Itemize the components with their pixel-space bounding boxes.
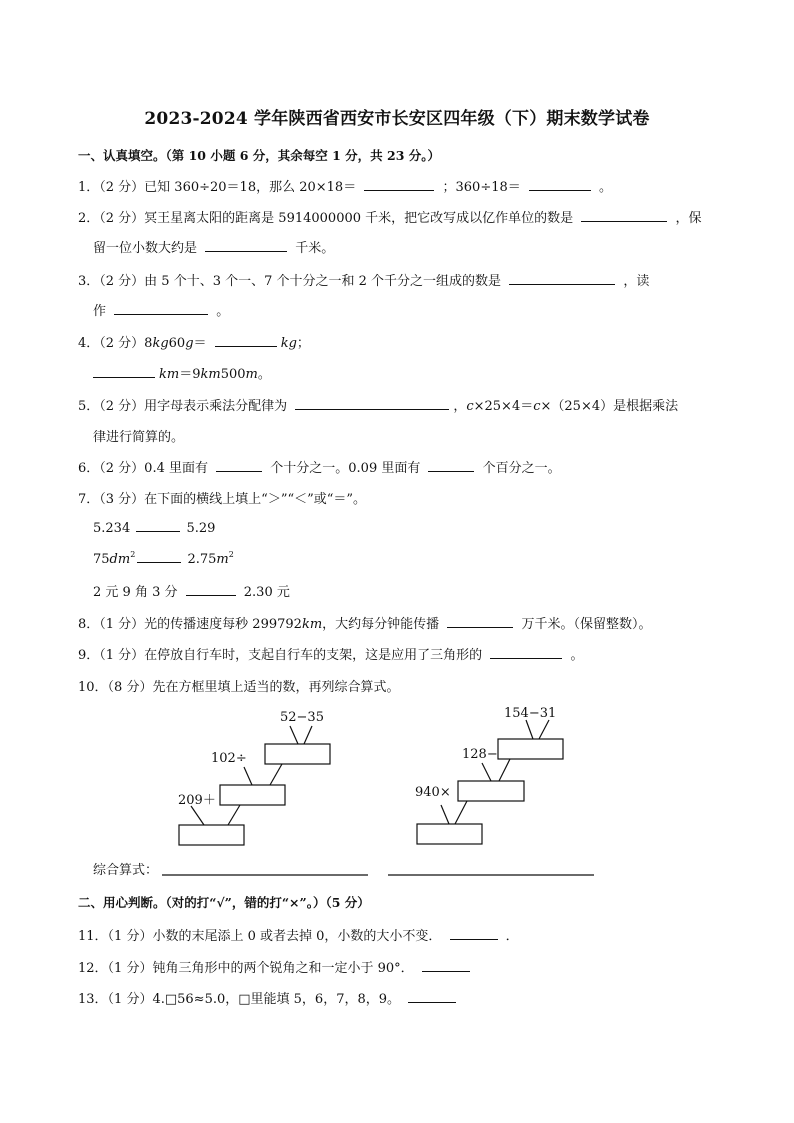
connector-line [441, 805, 449, 824]
compare-right: 5.29 [186, 521, 216, 536]
question-13-text: 13．（1 分）4.□56≈5.0，□里能填 5，6，7，8，9。 [78, 992, 401, 1007]
formula-label: 综合算式： [93, 863, 159, 878]
answer-blank[interactable] [136, 519, 180, 532]
compare-left: 5.234 [93, 521, 131, 536]
question-10-text: 10．（8 分）先在方框里填上适当的数，再列综合算式。 [78, 680, 400, 695]
answer-blank[interactable] [490, 646, 562, 659]
answer-blank[interactable] [114, 302, 208, 315]
connector-line [482, 763, 491, 781]
page-title: 2023-2024 学年陕西省西安市长安区四年级（下）期末数学试卷 [144, 109, 650, 129]
connector-line [539, 720, 549, 739]
expression-left-mid: 102÷ [211, 751, 247, 766]
answer-blank[interactable] [509, 272, 615, 285]
connector-line [228, 805, 240, 825]
question-3 [78, 270, 649, 289]
expression-right-top: 154−31 [504, 706, 557, 721]
answer-blank[interactable] [186, 583, 236, 596]
question-9-text: 9．（1 分）在停放自行车时，支起自行车的支架，这是应用了三角形的 [78, 648, 483, 663]
question-6-mid: 个十分之一。0.09 里面有 [270, 461, 421, 476]
question-1-end: 。 [599, 180, 613, 195]
expression-left-top: 52−35 [280, 710, 324, 725]
question-11-text: 11．（1 分）小数的末尾添上 0 或者去掉 0，小数的大小不变． [78, 929, 442, 944]
connector-line [304, 726, 312, 744]
question-4-text: 4．（2 分）8 [78, 336, 153, 351]
connector-line [526, 720, 533, 739]
exponent: 2 [130, 550, 136, 559]
question-5-text-end: ×（25×4）是根据乘法 [540, 399, 679, 414]
question-3-text-end: ，读 [623, 274, 650, 289]
answer-box-left-bottom[interactable] [179, 825, 244, 845]
answer-blank[interactable] [450, 927, 498, 940]
connector-line [290, 726, 298, 744]
answer-blank[interactable] [428, 459, 474, 472]
question-3-cont-end: 。 [216, 304, 230, 319]
unit-m: m [245, 367, 258, 382]
compare-left [93, 552, 135, 567]
answer-box-right-bottom[interactable] [417, 824, 482, 844]
question-11 [78, 925, 519, 944]
question-2-cont-end: 千米。 [295, 241, 335, 256]
question-8-text: 8．（1 分）光的传播速度每秒 299792 [78, 617, 302, 632]
question-7-row-3 [93, 581, 290, 600]
question-9 [78, 644, 583, 663]
compare-right [187, 552, 233, 567]
question-2-text: 2．（2 分）冥王星离太阳的距离是 5914000000 千米，把它改写成以亿作单位的数是 [78, 211, 574, 226]
answer-blank[interactable] [364, 178, 434, 191]
connector-line [455, 801, 467, 824]
question-8-mid: ，大约每分钟能传播 [322, 617, 440, 632]
expression-right-bottom: 940× [415, 785, 451, 800]
unit-km: km [200, 367, 221, 382]
unit-g: g [185, 336, 194, 351]
question-13 [78, 988, 460, 1007]
compare-left: 2 元 9 角 3 分 [93, 585, 178, 600]
calculation-diagram [0, 700, 794, 890]
variable-c: c [466, 399, 474, 414]
question-1 [78, 176, 612, 195]
section-heading-fill-in: 一、认真填空。（第 10 小题 6 分，其余每空 1 分，共 23 分。） [78, 148, 441, 163]
question-8-end: 万千米。（保留整数）。 [521, 617, 652, 632]
question-6-text: 6．（2 分）0.4 里面有 [78, 461, 208, 476]
question-4 [78, 332, 310, 351]
answer-box-right-top[interactable] [498, 739, 563, 759]
question-7-row-2 [93, 550, 234, 567]
question-6 [78, 457, 561, 476]
question-5-cont-text: 律进行简算的。 [93, 430, 185, 445]
semicolon: ； [296, 336, 310, 351]
answer-blank[interactable] [93, 365, 155, 378]
answer-blank[interactable] [447, 615, 513, 628]
answer-blank[interactable] [581, 209, 667, 222]
connector-line [270, 764, 282, 785]
question-7-text: 7．（3 分）在下面的横线上填上“＞”“＜”或“＝”。 [78, 492, 367, 507]
question-2-cont [93, 237, 334, 256]
question-3-cont [93, 300, 229, 319]
question-2-cont-text: 留一位小数大约是 [93, 241, 198, 256]
question-11-end: ． [505, 929, 519, 944]
unit-kg: kg [280, 336, 297, 351]
question-5-text: 5．（2 分）用字母表示乘法分配律为 [78, 399, 288, 414]
number: 75 [93, 552, 110, 567]
question-7-row-1 [93, 519, 215, 536]
unit-km: km [159, 367, 180, 382]
compare-right: 2.30 元 [243, 585, 290, 600]
question-12-text: 12．（1 分）钝角三角形中的两个锐角之和一定小于 90°． [78, 961, 414, 976]
connector-line [244, 767, 252, 785]
answer-box-right-mid[interactable] [458, 781, 524, 801]
variable-c: c [533, 399, 541, 414]
answer-blank[interactable] [529, 178, 591, 191]
unit-m: m [216, 552, 229, 567]
question-5-cont [93, 426, 184, 445]
expression-right-mid: 128− [462, 747, 498, 762]
question-7 [78, 488, 366, 507]
comma: ， [453, 399, 467, 414]
expression-left-bottom: 209＋ [178, 793, 216, 808]
exponent: 2 [228, 550, 234, 559]
number: 60 [168, 336, 186, 351]
connector-line [499, 759, 510, 781]
answer-blank[interactable] [137, 550, 181, 563]
question-2 [78, 207, 701, 226]
question-3-cont-text: 作 [93, 304, 107, 319]
question-6-end: 个百分之一。 [482, 461, 561, 476]
question-1-mid: ；360÷18＝ [442, 180, 521, 195]
question-1-text: 1．（2 分）已知 360÷20＝18，那么 20×18＝ [78, 180, 357, 195]
question-9-end: 。 [570, 648, 584, 663]
answer-blank[interactable] [295, 397, 449, 410]
connector-line [191, 806, 204, 825]
number: 500 [220, 367, 246, 382]
question-5 [78, 395, 678, 414]
expression: ×25×4＝ [473, 399, 534, 414]
question-2-text-end: ，保 [675, 211, 702, 226]
answer-blank[interactable] [422, 959, 470, 972]
equals: ＝ [193, 336, 207, 351]
equals: ＝9 [179, 367, 201, 382]
answer-blank[interactable] [408, 990, 456, 1003]
answer-box-left-mid[interactable] [220, 785, 285, 805]
unit-dm: dm [109, 552, 131, 567]
section-heading-judge: 二、用心判断。（对的打“√”，错的打“×”。）（5 分） [78, 895, 370, 910]
question-8 [78, 613, 651, 632]
question-12 [78, 957, 474, 976]
question-10 [78, 676, 399, 695]
number: 2.75 [187, 552, 217, 567]
period: 。 [257, 367, 271, 382]
answer-box-left-top[interactable] [265, 744, 330, 764]
answer-blank[interactable] [205, 239, 287, 252]
question-4-cont [93, 363, 271, 382]
unit-km: km [301, 617, 323, 632]
unit-kg: kg [152, 336, 169, 351]
question-3-text: 3．（2 分）由 5 个十、3 个一、7 个十分之一和 2 个千分之一组成的数是 [78, 274, 502, 289]
answer-blank[interactable] [216, 459, 262, 472]
answer-blank[interactable] [215, 334, 277, 347]
